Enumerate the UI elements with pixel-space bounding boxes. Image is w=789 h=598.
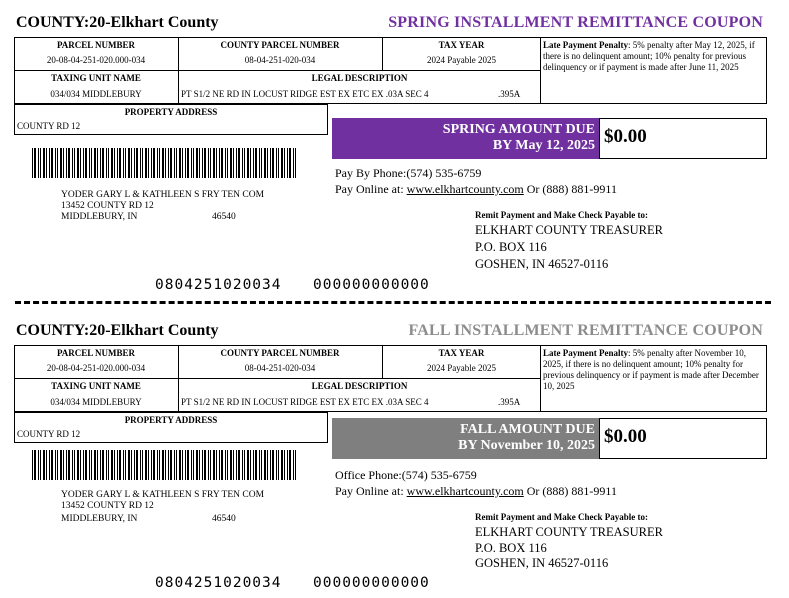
tax-year: 2024 Payable 2025 [427,55,496,65]
owner-zip: 46540 [212,212,236,222]
barcode [32,148,300,178]
remit-city: GOSHEN, IN 46527-0116 [475,257,609,271]
tax-year: 2024 Payable 2025 [427,363,496,373]
fall-coupon [0,308,789,598]
remit-payee: ELKHART COUNTY TREASURER [475,223,663,237]
county-title: COUNTY:20-Elkhart County [16,14,219,31]
barcode [32,450,300,480]
taxing-unit-label: TAXING UNIT NAME [51,381,141,391]
parcel-number-label: PARCEL NUMBER [56,348,136,358]
owner-city: MIDDLEBURY, IN [61,514,138,524]
amount-due-banner [332,118,599,159]
tear-line [15,301,771,304]
tax-year-label: TAX YEAR [438,348,485,358]
ocr-parcel: 0804251020034 [155,575,282,591]
amount-due-banner [332,418,599,459]
online-payment-link[interactable]: www.elkhartcounty.com [406,182,524,196]
legal-acres: .395A [498,397,521,407]
amount-due-date: BY May 12, 2025 [492,138,595,153]
remit-city: GOSHEN, IN 46527-0116 [475,556,609,570]
county-parcel-number: 08-04-251-020-034 [244,55,316,65]
property-address-label: PROPERTY ADDRESS [124,415,218,425]
county-parcel-label: COUNTY PARCEL NUMBER [220,348,340,358]
legal-description-label: LEGAL DESCRIPTION [311,73,408,83]
late-payment-penalty: Late Payment Penalty: 5% penalty after May 12, 2025, if there is no delinquent amount; 10% penalty for previous delinquency or if payment is made after June 11, 2025 [543,40,755,72]
remit-payee: ELKHART COUNTY TREASURER [475,525,663,539]
legal-description: PT S1/2 NE RD IN LOCUST RIDGE EST EX ETC EX .03A SEC 4 [181,89,429,99]
tax-year-label: TAX YEAR [438,40,485,50]
amount-due-label: FALL AMOUNT DUE [460,422,595,437]
owner-city: MIDDLEBURY, IN [61,212,138,222]
parcel-number-label: PARCEL NUMBER [56,40,136,50]
remit-header: Remit Payment and Make Check Payable to: [475,512,648,522]
remit-po-box: P.O. BOX 116 [475,240,547,254]
office-phone: Office Phone:(574) 535-6759 [335,468,477,482]
parcel-number: 20-08-04-251-020.000-034 [46,55,146,65]
taxing-unit-label: TAXING UNIT NAME [51,73,141,83]
remit-po-box: P.O. BOX 116 [475,541,547,555]
taxing-unit: 034/034 MIDDLEBURY [50,397,142,407]
amount-due-value: $0.00 [604,426,647,447]
owner-address: 13452 COUNTY RD 12 [61,201,154,211]
property-address: COUNTY RD 12 [17,429,81,439]
ocr-amount: 000000000000 [313,575,430,591]
parcel-number: 20-08-04-251-020.000-034 [46,363,146,373]
late-payment-penalty: Late Payment Penalty: 5% penalty after November 10, 2025, if there is no delinquent amount; 10% penalty for previous delinquency or if payment is made after December 10, 2025 [543,348,759,391]
property-address-label: PROPERTY ADDRESS [124,107,218,117]
coupon-title: SPRING INSTALLMENT REMITTANCE COUPON [388,14,763,31]
county-parcel-label: COUNTY PARCEL NUMBER [220,40,340,50]
amount-due-date: BY November 10, 2025 [458,438,595,453]
owner-name: YODER GARY L & KATHLEEN S FRY TEN COM [61,490,265,500]
pay-phone: Pay By Phone:(574) 535-6759 [335,166,482,180]
coupon-title: FALL INSTALLMENT REMITTANCE COUPON [408,322,763,339]
owner-zip: 46540 [212,514,236,524]
ocr-parcel: 0804251020034 [155,277,282,293]
legal-description-label: LEGAL DESCRIPTION [311,381,408,391]
county-parcel-number: 08-04-251-020-034 [244,363,316,373]
ocr-amount: 000000000000 [313,277,430,293]
legal-acres: .395A [498,89,521,99]
owner-address: 13452 COUNTY RD 12 [61,501,154,511]
online-payment-link[interactable]: www.elkhartcounty.com [406,484,524,498]
legal-description: PT S1/2 NE RD IN LOCUST RIDGE EST EX ETC EX .03A SEC 4 [181,397,429,407]
owner-name: YODER GARY L & KATHLEEN S FRY TEN COM [61,190,265,200]
pay-online: Pay Online at: www.elkhartcounty.com Or (888) 881-9911 [335,182,617,196]
remit-header: Remit Payment and Make Check Payable to: [475,210,648,220]
taxing-unit: 034/034 MIDDLEBURY [50,89,142,99]
amount-due-value: $0.00 [604,126,647,147]
amount-due-label: SPRING AMOUNT DUE [442,122,595,137]
property-address: COUNTY RD 12 [17,121,81,131]
county-title: COUNTY:20-Elkhart County [16,322,219,339]
pay-online: Pay Online at: www.elkhartcounty.com Or (888) 881-9911 [335,484,617,498]
